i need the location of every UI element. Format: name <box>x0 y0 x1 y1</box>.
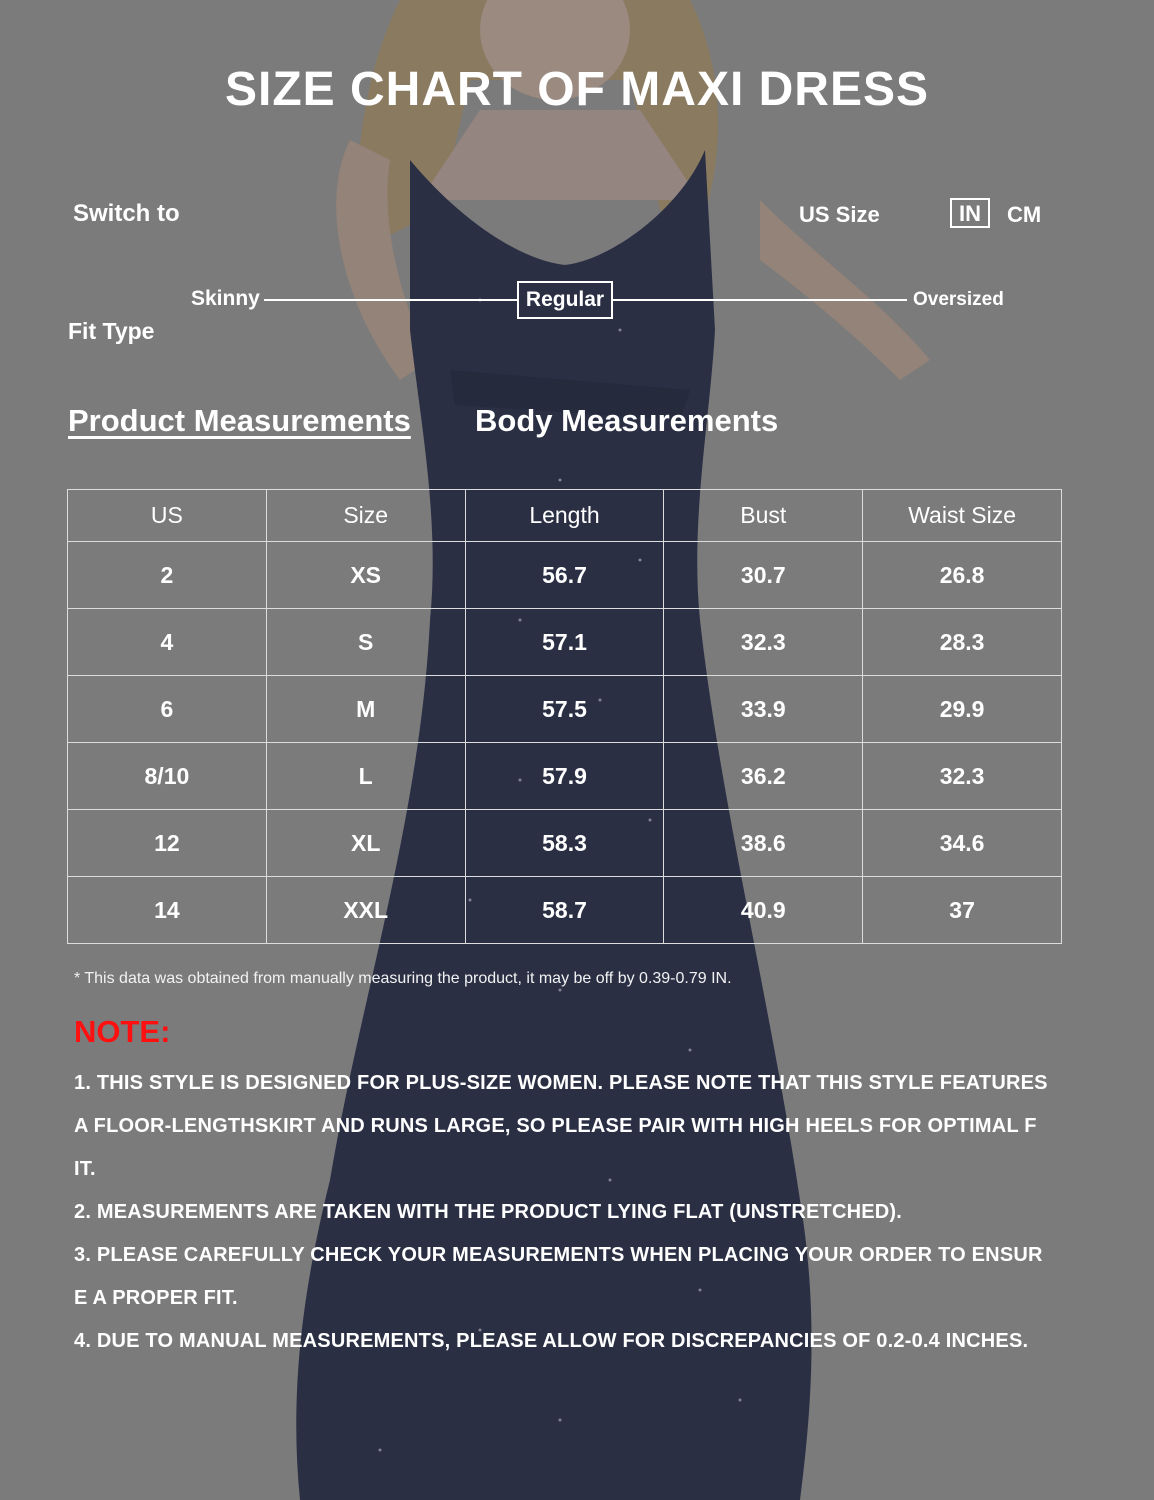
column-header-size: Size <box>266 490 465 542</box>
note-line: 4. DUE TO MANUAL MEASUREMENTS, PLEASE ALLOW FOR DISCREPANCIES OF 0.2-0.4 INCHES. <box>74 1330 1029 1352</box>
table-row <box>68 810 1062 877</box>
table-row <box>68 542 1062 609</box>
unit-toggle-cm[interactable]: CM <box>1007 202 1042 227</box>
fit-type-label: Fit Type <box>68 318 155 344</box>
cell-bust: 38.6 <box>664 810 863 877</box>
cell-length: 56.7 <box>465 542 664 609</box>
switch-to-label: Switch to <box>73 200 180 227</box>
cell-length: 58.7 <box>465 877 664 944</box>
cell-size: S <box>266 609 465 676</box>
page-title: SIZE CHART OF MAXI DRESS <box>224 63 930 116</box>
note-line: 3. PLEASE CAREFULLY CHECK YOUR MEASUREMENTS WHEN PLACING YOUR ORDER TO ENSUR <box>74 1244 1043 1266</box>
column-header-waist: Waist Size <box>863 490 1062 542</box>
fit-option-skinny[interactable]: Skinny <box>191 287 260 310</box>
cell-waist: 29.9 <box>863 676 1062 743</box>
us-size-selector[interactable]: US Size <box>799 202 880 227</box>
column-header-bust: Bust <box>664 490 863 542</box>
cell-length: 57.5 <box>465 676 664 743</box>
cell-bust: 32.3 <box>664 609 863 676</box>
fit-scale-line <box>264 299 517 301</box>
fit-option-regular[interactable]: Regular <box>517 281 613 319</box>
note-list <box>74 1062 1064 1363</box>
cell-size: L <box>266 743 465 810</box>
note-heading: NOTE: <box>74 1014 171 1049</box>
table-row <box>68 609 1062 676</box>
cell-bust: 36.2 <box>664 743 863 810</box>
cell-size: XS <box>266 542 465 609</box>
note-line: E A PROPER FIT. <box>74 1287 238 1309</box>
table-row <box>68 743 1062 810</box>
cell-size: XXL <box>266 877 465 944</box>
cell-us: 14 <box>68 877 267 944</box>
cell-waist: 34.6 <box>863 810 1062 877</box>
fit-scale-line <box>613 299 907 301</box>
cell-waist: 28.3 <box>863 609 1062 676</box>
cell-waist: 26.8 <box>863 542 1062 609</box>
column-header-length: Length <box>465 490 664 542</box>
cell-size: XL <box>266 810 465 877</box>
cell-bust: 40.9 <box>664 877 863 944</box>
cell-bust: 30.7 <box>664 542 863 609</box>
tab-product-measurements[interactable]: Product Measurements <box>68 403 411 438</box>
measurement-footnote: * This data was obtained from manually measuring the product, it may be off by 0.39-0.79 IN. <box>74 970 732 987</box>
cell-length: 57.1 <box>465 609 664 676</box>
cell-length: 57.9 <box>465 743 664 810</box>
table-row <box>68 676 1062 743</box>
cell-bust: 33.9 <box>664 676 863 743</box>
unit-toggle-in[interactable]: IN <box>950 198 990 228</box>
cell-us: 6 <box>68 676 267 743</box>
cell-length: 58.3 <box>465 810 664 877</box>
cell-us: 2 <box>68 542 267 609</box>
cell-us: 4 <box>68 609 267 676</box>
fit-option-oversized[interactable]: Oversized <box>913 289 1004 310</box>
table-row <box>68 877 1062 944</box>
size-table <box>67 489 1062 944</box>
table-header-row <box>68 490 1062 542</box>
cell-us: 12 <box>68 810 267 877</box>
note-line: IT. <box>74 1158 96 1180</box>
tab-body-measurements[interactable]: Body Measurements <box>475 403 779 438</box>
cell-us: 8/10 <box>68 743 267 810</box>
note-line: 1. THIS STYLE IS DESIGNED FOR PLUS-SIZE WOMEN. PLEASE NOTE THAT THIS STYLE FEATURES <box>74 1072 1048 1094</box>
note-line: 2. MEASUREMENTS ARE TAKEN WITH THE PRODUCT LYING FLAT (UNSTRETCHED). <box>74 1201 903 1223</box>
note-line: A FLOOR-LENGTHSKIRT AND RUNS LARGE, SO PLEASE PAIR WITH HIGH HEELS FOR OPTIMAL F <box>74 1115 1037 1137</box>
cell-size: M <box>266 676 465 743</box>
column-header-us: US <box>68 490 267 542</box>
cell-waist: 32.3 <box>863 743 1062 810</box>
cell-waist: 37 <box>863 877 1062 944</box>
